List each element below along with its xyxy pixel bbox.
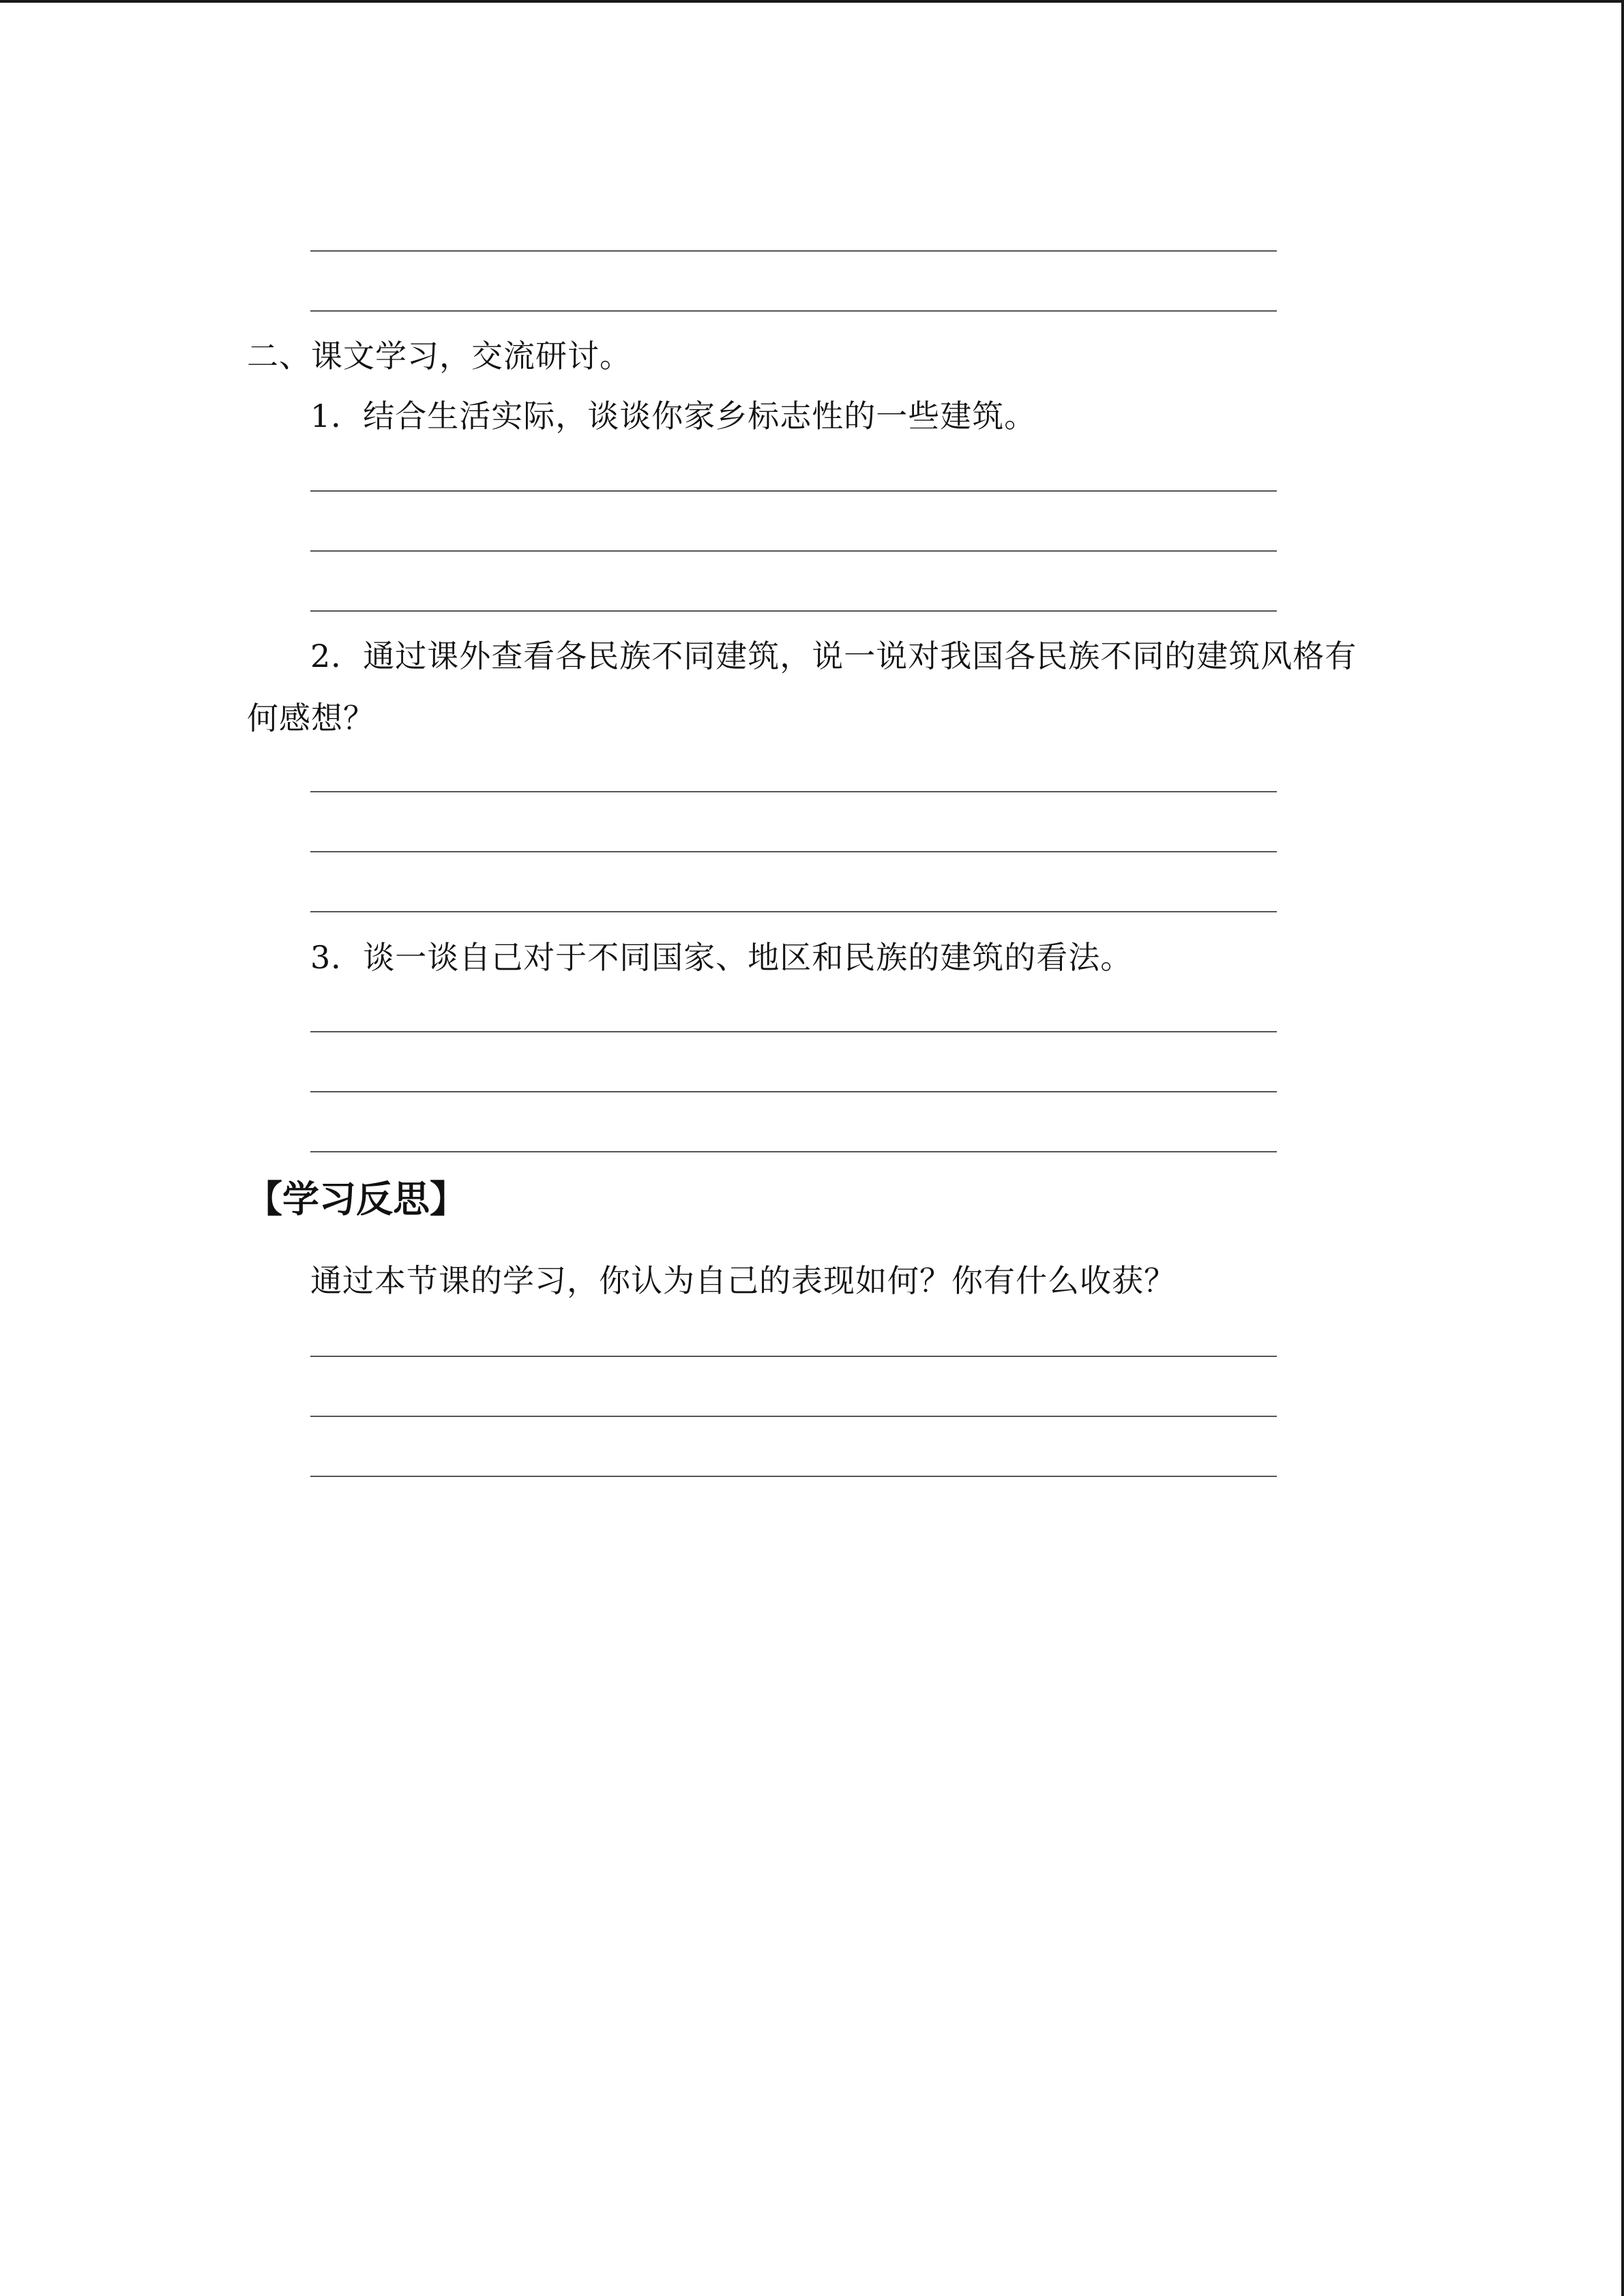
- question-2-line-1: 2．通过课外查看各民族不同建筑，说一说对我国各民族不同的建筑风格有: [310, 638, 1357, 674]
- answer-line[interactable]: [310, 610, 1277, 612]
- answer-line[interactable]: [310, 851, 1277, 852]
- question-1: 1．结合生活实际，谈谈你家乡标志性的一些建筑。: [310, 398, 1037, 434]
- answer-line[interactable]: [310, 1091, 1277, 1092]
- answer-line[interactable]: [310, 1031, 1277, 1032]
- question-2-line-2: 何感想？: [247, 700, 375, 736]
- answer-line[interactable]: [310, 1476, 1277, 1477]
- question-3: 3．谈一谈自己对于不同国家、地区和民族的建筑的看法。: [310, 939, 1133, 976]
- reflection-prompt: 通过本节课的学习，你认为自己的表现如何？你有什么收获？: [310, 1262, 1176, 1299]
- answer-line[interactable]: [310, 550, 1277, 552]
- reflection-heading: 【学习反思】: [246, 1178, 467, 1221]
- answer-line[interactable]: [310, 490, 1277, 492]
- answer-line[interactable]: [310, 1416, 1277, 1417]
- answer-line[interactable]: [310, 1151, 1277, 1152]
- answer-line[interactable]: [310, 310, 1277, 312]
- answer-line[interactable]: [310, 250, 1277, 252]
- answer-line[interactable]: [310, 1356, 1277, 1357]
- answer-line[interactable]: [310, 791, 1277, 792]
- answer-line[interactable]: [310, 911, 1277, 912]
- section-two-title: 二、课文学习，交流研讨。: [247, 338, 632, 374]
